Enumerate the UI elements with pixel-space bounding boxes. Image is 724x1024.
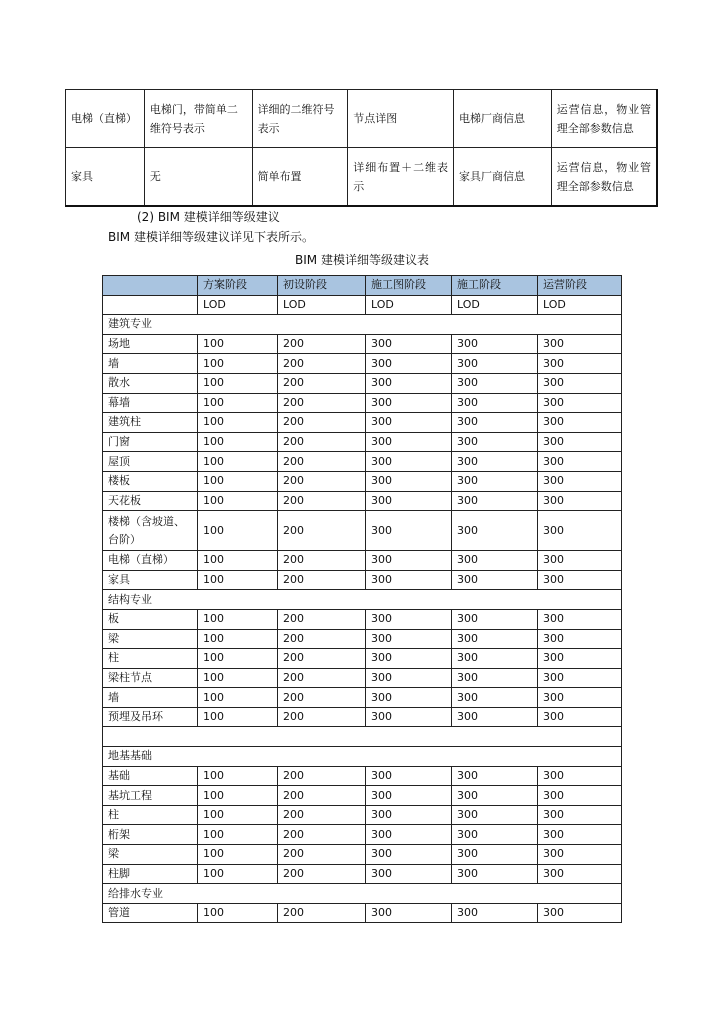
lod-data-row-cell: 板 [103,609,198,629]
lod-data-row-cell: 300 [452,471,538,491]
lod-data-row-cell: 梁 [103,629,198,649]
lod-data-row-cell: 300 [366,668,452,688]
lod-data-row-cell: 200 [278,688,366,708]
lod-data-row [103,786,622,806]
lod-data-row-cell: 300 [538,629,622,649]
lod-data-row-cell: 300 [366,766,452,786]
lod-header-row-cell: 运营阶段 [538,276,622,296]
lod-data-row-cell: 300 [452,551,538,571]
lod-data-row-cell: 300 [452,845,538,865]
lod-data-row-cell: 200 [278,452,366,472]
lod-header-row-cell: 方案阶段 [198,276,278,296]
lod-data-row [103,864,622,884]
lod-data-row-cell: 300 [366,432,452,452]
lod-data-row-cell: 基坑工程 [103,786,198,806]
top-table-cell: 运营信息，物业管理全部参数信息 [551,90,657,148]
lod-data-row-cell: 300 [452,570,538,590]
lod-data-row-cell: 200 [278,668,366,688]
lod-data-row-cell: 柱 [103,649,198,669]
lod-data-row-cell: 300 [452,786,538,806]
lod-subheader-row-cell: LOD [452,295,538,315]
lod-data-row-cell: 300 [538,609,622,629]
lod-subheader-row [103,295,622,315]
lod-data-row-cell: 300 [538,432,622,452]
lod-data-row-cell: 300 [452,668,538,688]
lod-data-row [103,825,622,845]
lod-data-row [103,570,622,590]
lod-data-row-cell: 建筑柱 [103,413,198,433]
lod-data-row-cell: 100 [198,786,278,806]
lod-data-row-cell: 300 [452,649,538,669]
lod-data-row-cell: 场地 [103,334,198,354]
lod-data-row-cell: 300 [452,766,538,786]
lod-data-row-cell: 基础 [103,766,198,786]
lod-data-row-cell: 100 [198,668,278,688]
lod-data-row-cell: 300 [366,491,452,511]
lod-data-row-cell: 200 [278,786,366,806]
lod-subheader-row-cell [103,295,198,315]
lod-data-row-cell: 100 [198,766,278,786]
top-table-cell: 电梯（直梯） [66,90,145,148]
lod-data-row-cell: 300 [452,373,538,393]
lod-data-row-cell: 100 [198,688,278,708]
lod-data-row-cell: 300 [366,354,452,374]
lod-data-row-cell: 300 [452,688,538,708]
top-table-row [66,148,658,207]
lod-data-row-cell: 柱 [103,805,198,825]
section-intro: BIM 建模详细等级建议详见下表所示。 [108,230,314,244]
lod-data-row-cell: 200 [278,864,366,884]
group-row [103,727,622,747]
lod-data-row-cell: 300 [366,649,452,669]
lod-data-row-cell: 梁柱节点 [103,668,198,688]
lod-data-row-cell: 楼梯（含坡道、台阶） [103,511,198,551]
lod-data-row-cell: 300 [452,864,538,884]
group-title [103,727,622,747]
lod-data-row [103,354,622,374]
lod-data-row-cell: 200 [278,903,366,923]
group-row [103,315,622,335]
lod-data-row-cell: 300 [538,452,622,472]
lod-header-row-cell: 施工阶段 [452,276,538,296]
lod-data-row-cell: 300 [538,570,622,590]
lod-data-row-cell: 200 [278,766,366,786]
top-table [65,89,658,207]
lod-data-row-cell: 300 [366,805,452,825]
lod-data-row-cell: 100 [198,413,278,433]
lod-data-row-cell: 300 [538,491,622,511]
lod-data-row [103,491,622,511]
lod-data-row-cell: 200 [278,609,366,629]
lod-data-row-cell: 200 [278,354,366,374]
lod-header-row [103,276,622,296]
lod-data-row-cell: 300 [538,471,622,491]
lod-data-row-cell: 管道 [103,903,198,923]
lod-data-row-cell: 300 [452,805,538,825]
top-table-cell: 详细布置＋二维表示 [348,148,454,207]
lod-data-row-cell: 300 [452,491,538,511]
lod-data-row-cell: 300 [366,551,452,571]
lod-data-row-cell: 300 [538,334,622,354]
lod-data-row-cell: 墙 [103,688,198,708]
group-title: 给排水专业 [103,884,622,904]
lod-header-row-cell [103,276,198,296]
lod-data-row-cell: 300 [366,609,452,629]
top-table-cell: 简单布置 [252,148,348,207]
lod-data-row-cell: 300 [452,413,538,433]
table-caption: BIM 建模详细等级建议表 [295,253,429,267]
lod-data-row-cell: 100 [198,609,278,629]
lod-data-row-cell: 200 [278,432,366,452]
lod-data-row [103,629,622,649]
lod-data-row-cell: 200 [278,511,366,551]
lod-data-row-cell: 300 [538,707,622,727]
lod-data-row-cell: 300 [538,413,622,433]
group-row [103,747,622,767]
lod-subheader-row-cell: LOD [278,295,366,315]
lod-data-row-cell: 300 [452,393,538,413]
lod-data-row-cell: 300 [538,511,622,551]
lod-data-row-cell: 300 [538,668,622,688]
lod-data-row-cell: 300 [538,551,622,571]
top-table-cell: 电梯厂商信息 [454,90,552,148]
lod-data-row-cell: 300 [452,511,538,551]
lod-data-row [103,413,622,433]
lod-data-row-cell: 幕墙 [103,393,198,413]
lod-data-row-cell: 200 [278,471,366,491]
lod-data-row-cell: 100 [198,629,278,649]
lod-data-row-cell: 300 [452,707,538,727]
lod-data-row-cell: 300 [538,903,622,923]
lod-data-row-cell: 300 [366,629,452,649]
lod-data-row [103,471,622,491]
lod-data-row-cell: 300 [366,393,452,413]
lod-table [102,275,622,923]
lod-data-row-cell: 300 [366,845,452,865]
lod-data-row-cell: 100 [198,825,278,845]
lod-data-row-cell: 100 [198,864,278,884]
lod-data-row-cell: 家具 [103,570,198,590]
group-row [103,590,622,610]
lod-data-row-cell: 300 [538,354,622,374]
lod-data-row-cell: 200 [278,649,366,669]
lod-data-row-cell: 100 [198,707,278,727]
group-row [103,884,622,904]
lod-data-row-cell: 桁架 [103,825,198,845]
lod-data-row [103,609,622,629]
lod-data-row-cell: 300 [538,845,622,865]
lod-data-row-cell: 300 [366,864,452,884]
lod-data-row-cell: 预埋及吊环 [103,707,198,727]
lod-data-row-cell: 100 [198,551,278,571]
lod-data-row-cell: 100 [198,903,278,923]
lod-data-row [103,393,622,413]
lod-data-row [103,452,622,472]
lod-data-row-cell: 300 [538,864,622,884]
lod-data-row [103,334,622,354]
lod-data-row-cell: 300 [452,609,538,629]
lod-data-row-cell: 100 [198,373,278,393]
top-table-cell: 电梯门，带简单二维符号表示 [144,90,252,148]
lod-data-row-cell: 300 [538,805,622,825]
lod-data-row-cell: 天花板 [103,491,198,511]
top-table-row [66,90,658,148]
top-table-cell: 运营信息，物业管理全部参数信息 [551,148,657,207]
lod-data-row-cell: 100 [198,354,278,374]
lod-data-row-cell: 200 [278,551,366,571]
lod-data-row-cell: 100 [198,570,278,590]
lod-data-row-cell: 300 [538,393,622,413]
lod-data-row-cell: 200 [278,373,366,393]
lod-data-row-cell: 100 [198,471,278,491]
lod-data-row-cell: 散水 [103,373,198,393]
lod-data-row-cell: 300 [366,786,452,806]
top-table-cell: 无 [144,148,252,207]
lod-data-row-cell: 100 [198,393,278,413]
lod-data-row-cell: 300 [366,334,452,354]
lod-data-row-cell: 300 [452,825,538,845]
lod-data-row [103,649,622,669]
lod-data-row-cell: 200 [278,570,366,590]
lod-data-row [103,766,622,786]
lod-header-row-cell: 施工图阶段 [366,276,452,296]
lod-data-row-cell: 200 [278,707,366,727]
section-subheading: (2) BIM 建模详细等级建议 [137,210,280,224]
lod-data-row-cell: 100 [198,845,278,865]
lod-data-row-cell: 300 [366,707,452,727]
lod-data-row [103,373,622,393]
lod-data-row [103,511,622,551]
lod-data-row-cell: 楼板 [103,471,198,491]
lod-data-row-cell: 100 [198,432,278,452]
lod-data-row [103,903,622,923]
lod-data-row-cell: 300 [452,432,538,452]
lod-data-row-cell: 100 [198,649,278,669]
lod-subheader-row-cell: LOD [198,295,278,315]
lod-data-row-cell: 200 [278,491,366,511]
lod-data-row [103,707,622,727]
lod-data-row-cell: 屋顶 [103,452,198,472]
lod-data-row-cell: 300 [366,825,452,845]
lod-subheader-row-cell: LOD [366,295,452,315]
lod-data-row-cell: 200 [278,825,366,845]
lod-data-row-cell: 200 [278,629,366,649]
lod-data-row-cell: 300 [366,570,452,590]
lod-subheader-row-cell: LOD [538,295,622,315]
lod-data-row-cell: 100 [198,452,278,472]
lod-data-row-cell: 300 [452,334,538,354]
lod-data-row-cell: 300 [538,373,622,393]
lod-data-row-cell: 墙 [103,354,198,374]
lod-data-row-cell: 300 [366,373,452,393]
lod-data-row-cell: 200 [278,393,366,413]
lod-data-row-cell: 300 [538,766,622,786]
lod-data-row-cell: 门窗 [103,432,198,452]
lod-data-row [103,805,622,825]
top-table-cell: 家具厂商信息 [454,148,552,207]
lod-data-row-cell: 200 [278,805,366,825]
lod-data-row-cell: 电梯（直梯） [103,551,198,571]
lod-data-row-cell: 100 [198,511,278,551]
lod-data-row-cell: 300 [452,354,538,374]
lod-data-row [103,845,622,865]
lod-header-row-cell: 初设阶段 [278,276,366,296]
lod-data-row-cell: 100 [198,805,278,825]
group-title: 地基基础 [103,747,622,767]
lod-data-row-cell: 柱脚 [103,864,198,884]
lod-data-row-cell: 300 [366,452,452,472]
group-title: 建筑专业 [103,315,622,335]
lod-data-row [103,668,622,688]
group-title: 结构专业 [103,590,622,610]
lod-data-row-cell: 300 [366,903,452,923]
top-table-cell: 节点详图 [348,90,454,148]
lod-data-row-cell: 300 [538,786,622,806]
lod-data-row-cell: 梁 [103,845,198,865]
lod-data-row-cell: 300 [452,452,538,472]
lod-data-row-cell: 100 [198,334,278,354]
lod-data-row-cell: 300 [366,688,452,708]
lod-data-row-cell: 300 [452,903,538,923]
lod-data-row-cell: 200 [278,413,366,433]
top-table-cell: 家具 [66,148,145,207]
lod-data-row [103,688,622,708]
lod-data-row-cell: 300 [538,825,622,845]
lod-data-row-cell: 300 [538,688,622,708]
lod-data-row-cell: 200 [278,845,366,865]
lod-data-row-cell: 300 [366,511,452,551]
lod-data-row-cell: 100 [198,491,278,511]
lod-data-row-cell: 300 [538,649,622,669]
lod-data-row [103,432,622,452]
lod-data-row [103,551,622,571]
lod-data-row-cell: 300 [366,413,452,433]
lod-data-row-cell: 300 [452,629,538,649]
lod-data-row-cell: 300 [366,471,452,491]
lod-data-row-cell: 200 [278,334,366,354]
top-table-cell: 详细的二维符号表示 [252,90,348,148]
